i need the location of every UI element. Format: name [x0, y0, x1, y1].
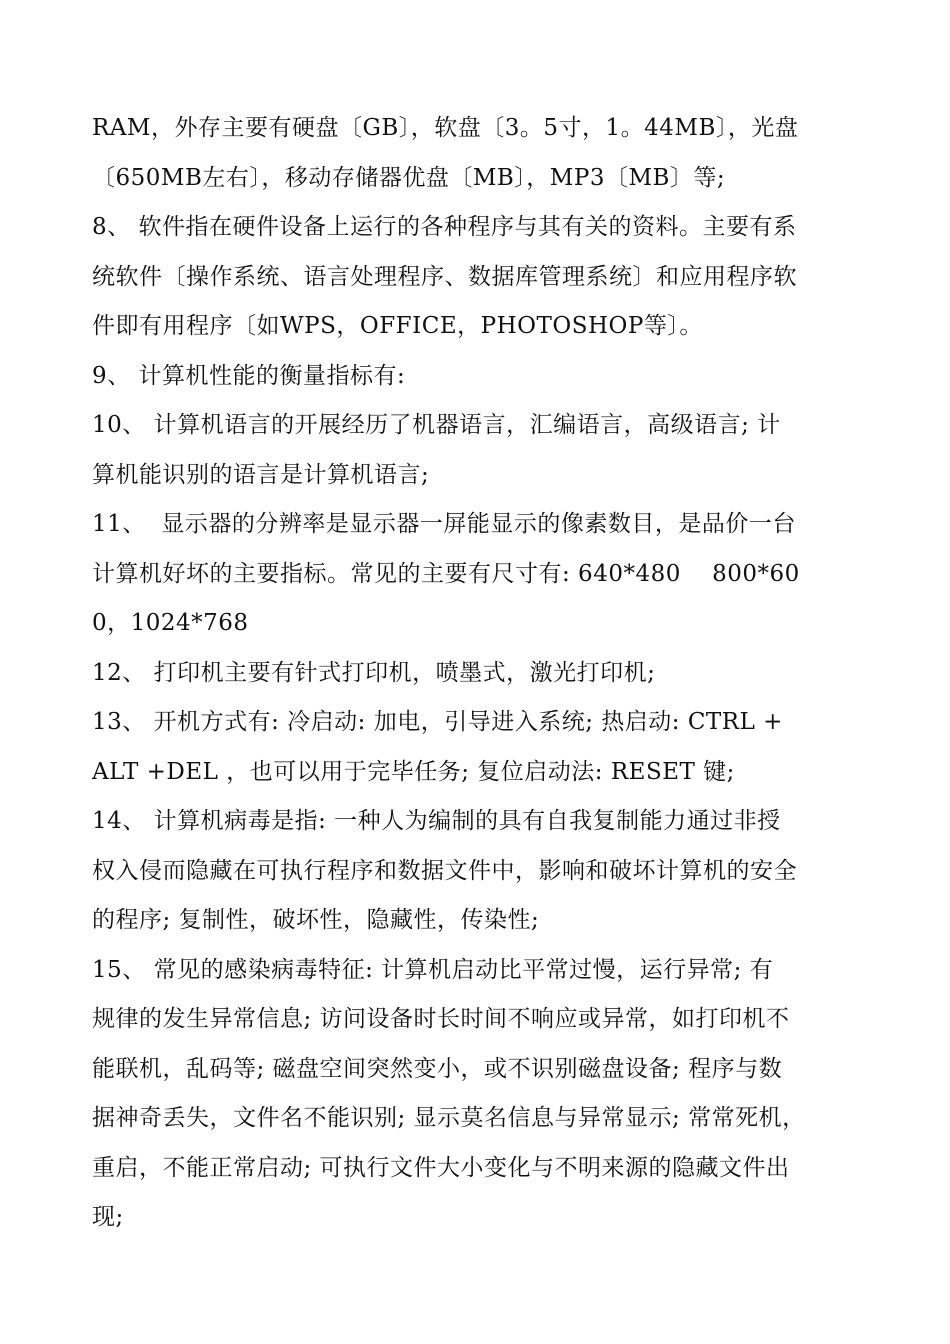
- text-line: 12、 打印机主要有针式打印机，喷墨式，激光打印机;: [92, 659, 656, 686]
- text-line: 统软件〔操作系统、语言处理程序、数据库管理系统〕和应用程序软: [92, 263, 797, 290]
- text-line: 10、 计算机语言的开展经历了机器语言，汇编语言，高级语言; 计: [92, 412, 781, 438]
- text-line: 14、 计算机病毒是指: 一种人为编制的具有自我复制能力通过非授: [92, 808, 781, 834]
- text-line: 9、 计算机性能的衡量指标有:: [92, 362, 406, 389]
- text-line: 算机能识别的语言是计算机语言;: [92, 461, 430, 488]
- text-line: 现;: [92, 1204, 124, 1230]
- text-line: 件即有用程序〔如WPS，OFFICE，PHOTOSHOP等〕。: [92, 313, 703, 339]
- text-line: 的程序; 复制性，破坏性，隐藏性，传染性;: [92, 907, 540, 933]
- text-line: 据神奇丢失，文件名不能识别; 显示莫名信息与异常显示; 常常死机，: [92, 1105, 806, 1131]
- text-line: 8、 软件指在硬件设备上运行的各种程序与其有关的资料。主要有系: [92, 214, 797, 240]
- text-line: 13、 开机方式有: 冷启动: 加电，引导进入系统; 热启动: CTRL +: [92, 709, 783, 735]
- text-line: 15、 常见的感染病毒特征: 计算机启动比平常过慢，运行异常; 有: [92, 956, 774, 983]
- text-line: 规律的发生异常信息; 访问设备时长时间不响应或异常，如打印机不: [92, 1006, 790, 1032]
- text-line: 0，1024*768: [92, 610, 249, 636]
- text-line: 权入侵而隐藏在可执行程序和数据文件中，影响和破坏计算机的安全: [92, 857, 797, 884]
- text-line: ALT +DEL ，也可以用于完毕任务; 复位启动法: RESET 键;: [92, 758, 735, 785]
- text-line: 11、 显示器的分辨率是显示器一屏能显示的像素数目，是品价一台: [92, 511, 796, 537]
- text-line: 重启，不能正常启动; 可执行文件大小变化与不明来源的隐藏文件出: [92, 1154, 790, 1181]
- text-line: 计算机好坏的主要指标。常见的主要有尺寸有: 640*480 800*60: [92, 560, 800, 587]
- document-body: [92, 104, 867, 1243]
- text-line: RAM，外存主要有硬盘〔GB〕，软盘〔3。5寸，1。44MB〕，光盘: [92, 115, 799, 141]
- text-line: 能联机，乱码等; 磁盘空间突然变小，或不识别磁盘设备; 程序与数: [92, 1055, 783, 1082]
- text-line: 〔650MB左右〕，移动存储器优盘〔MB〕，MP3〔MB〕等;: [92, 164, 726, 191]
